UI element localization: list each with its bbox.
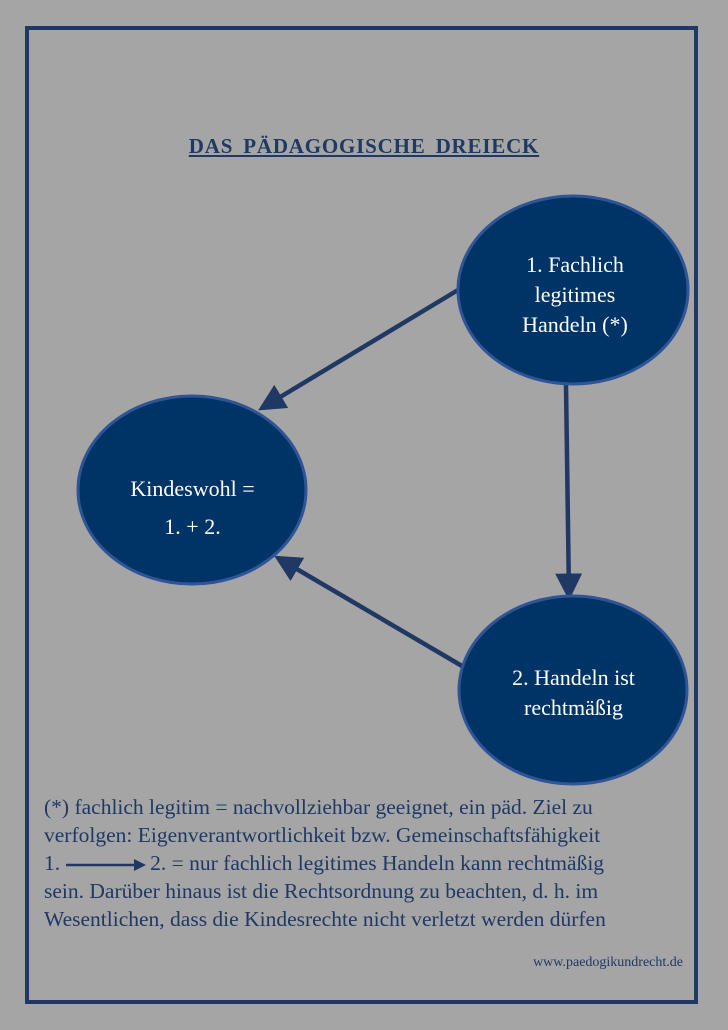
footnote-line: sein. Darüber hinaus ist die Rechtsordnung zu beachten, d. h. im bbox=[44, 879, 599, 903]
node-fachlich-line: legitimes bbox=[534, 282, 616, 307]
node-rechtmaessig-line: rechtmäßig bbox=[524, 695, 623, 720]
footnote-line3-end: 2. = nur fachlich legitimes Handeln kann rechtmäßig bbox=[150, 851, 605, 875]
footnote-line bbox=[44, 849, 694, 877]
footnote-line: Wesentlichen, dass die Kindesrechte nicht verletzt werden dürfen bbox=[44, 907, 606, 931]
website-link[interactable]: www.paedogikundrecht.de bbox=[533, 955, 683, 970]
node-kindeswohl-label bbox=[100, 470, 285, 546]
footnote-line: (*) fachlich legitim = nachvollziehbar geeignet, ein päd. Ziel zu bbox=[44, 795, 593, 819]
node-fachlich-line: 1. Fachlich bbox=[526, 252, 624, 277]
node-rechtmaessig-label bbox=[486, 663, 661, 723]
node-fachlich-line: Handeln (*) bbox=[522, 312, 628, 337]
node-kindeswohl-line: Kindeswohl = bbox=[130, 476, 255, 501]
arrow-fachlich-to-rechtmaessig bbox=[566, 385, 569, 596]
node-kindeswohl-line: 1. + 2. bbox=[164, 514, 221, 539]
arrow-rechtmaessig-to-kindeswohl bbox=[278, 558, 462, 666]
node-fachlich-label bbox=[490, 250, 660, 340]
footnote-line3-start: 1. bbox=[44, 851, 61, 875]
node-rechtmaessig-line: 2. Handeln ist bbox=[512, 665, 635, 690]
arrow-fachlich-to-kindeswohl bbox=[262, 290, 458, 408]
footnote-line: verfolgen: Eigenverantwortlichkeit bzw. Gemeinschaftsfähigkeit bbox=[44, 823, 601, 847]
right-arrow-icon bbox=[66, 859, 146, 871]
diagram-title: DAS PÄDAGOGISCHE DREIECK bbox=[188, 134, 540, 158]
footnote bbox=[44, 793, 694, 933]
